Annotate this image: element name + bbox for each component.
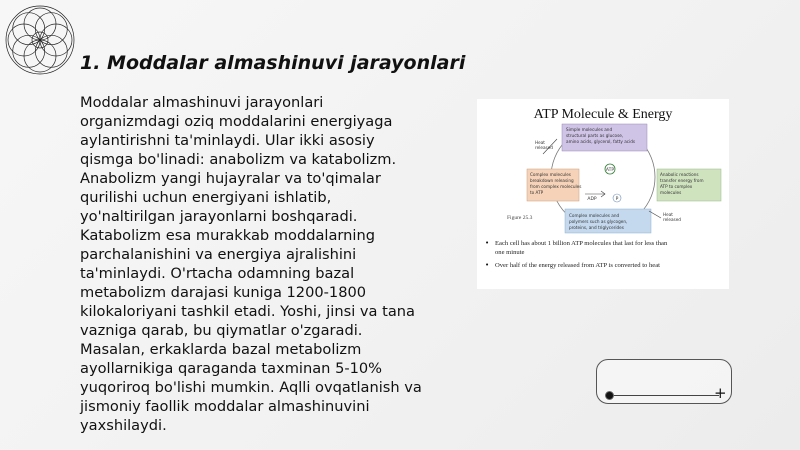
figure-title: ATP Molecule & Energy	[533, 107, 673, 122]
heat-left-label: Heat released	[535, 140, 553, 150]
heat-right-label: Heat released	[663, 212, 681, 222]
box-bottom-text: Complex molecules and polymers such as glycogen, proteins, and triglycerides	[569, 213, 628, 230]
box-right-text: Anabolic reactions transfer energy from ATP to complex molecules	[660, 172, 704, 195]
atp-diagram	[477, 99, 729, 289]
atp-diagram-figure	[477, 99, 729, 289]
seek-bar[interactable]	[609, 395, 719, 396]
bullet-1-dot: •	[485, 239, 490, 247]
bullet-2-dot: •	[485, 261, 490, 269]
slide-title: 1. Moddalar almashinuvi jarayonlari	[80, 52, 466, 74]
crosshair-icon[interactable]: +	[714, 384, 727, 402]
decorative-logo	[4, 4, 76, 76]
bullet-2-text: Over half of the energy released from ATP is converted to heat	[495, 262, 660, 269]
figure-label: Figure 25.3	[507, 215, 533, 221]
atp-label: ATP	[605, 168, 615, 173]
media-player[interactable]	[596, 359, 732, 404]
phosphate-label: P	[615, 197, 619, 202]
adp-label: ADP	[587, 197, 597, 202]
box-top-text: Simple molecules and structural parts as glucose, amino acids, glycerol, fatty acids	[566, 127, 636, 144]
seek-handle[interactable]	[605, 391, 614, 400]
slide-body-text: Moddalar almashinuvi jarayonlari organizmdagi oziq moddalarini energiyaga aylantirishni ta'minlaydi. Ular ikki asosiy qismga bo'linadi: anabolizm va katabolizm. Anabolizm yangi hujayralar va to'qimalar qurilishi uchun energiyani ishlatib, yo'naltirilgan jarayonlarni boshqaradi. Katabolizm esa murakkab moddalarning parchalanishini va energiya ajralishini ta'minlaydi. O'rtacha odamning bazal metabolizm darajasi kuniga 1200-1800 kilokaloriyani tashkil etadi. Yoshi, jinsi va tana vazniga qarab, bu qiymatlar o'zgaradi. Masalan, erkaklarda bazal metabolizm ayollarnikiga qaraganda taxminan 5-10% yuqoriroq bo'lishi mumkin. Aqlli ovqatlanish va jismoniy faollik moddalar almashinuvini yaxshilaydi.	[80, 94, 422, 434]
box-left-text: Complex molecules breakdown releasing from complex molecules to ATP	[530, 172, 582, 195]
bullet-1-text: Each cell has about 1 billion ATP molecules that last for less than one minute	[495, 240, 668, 256]
